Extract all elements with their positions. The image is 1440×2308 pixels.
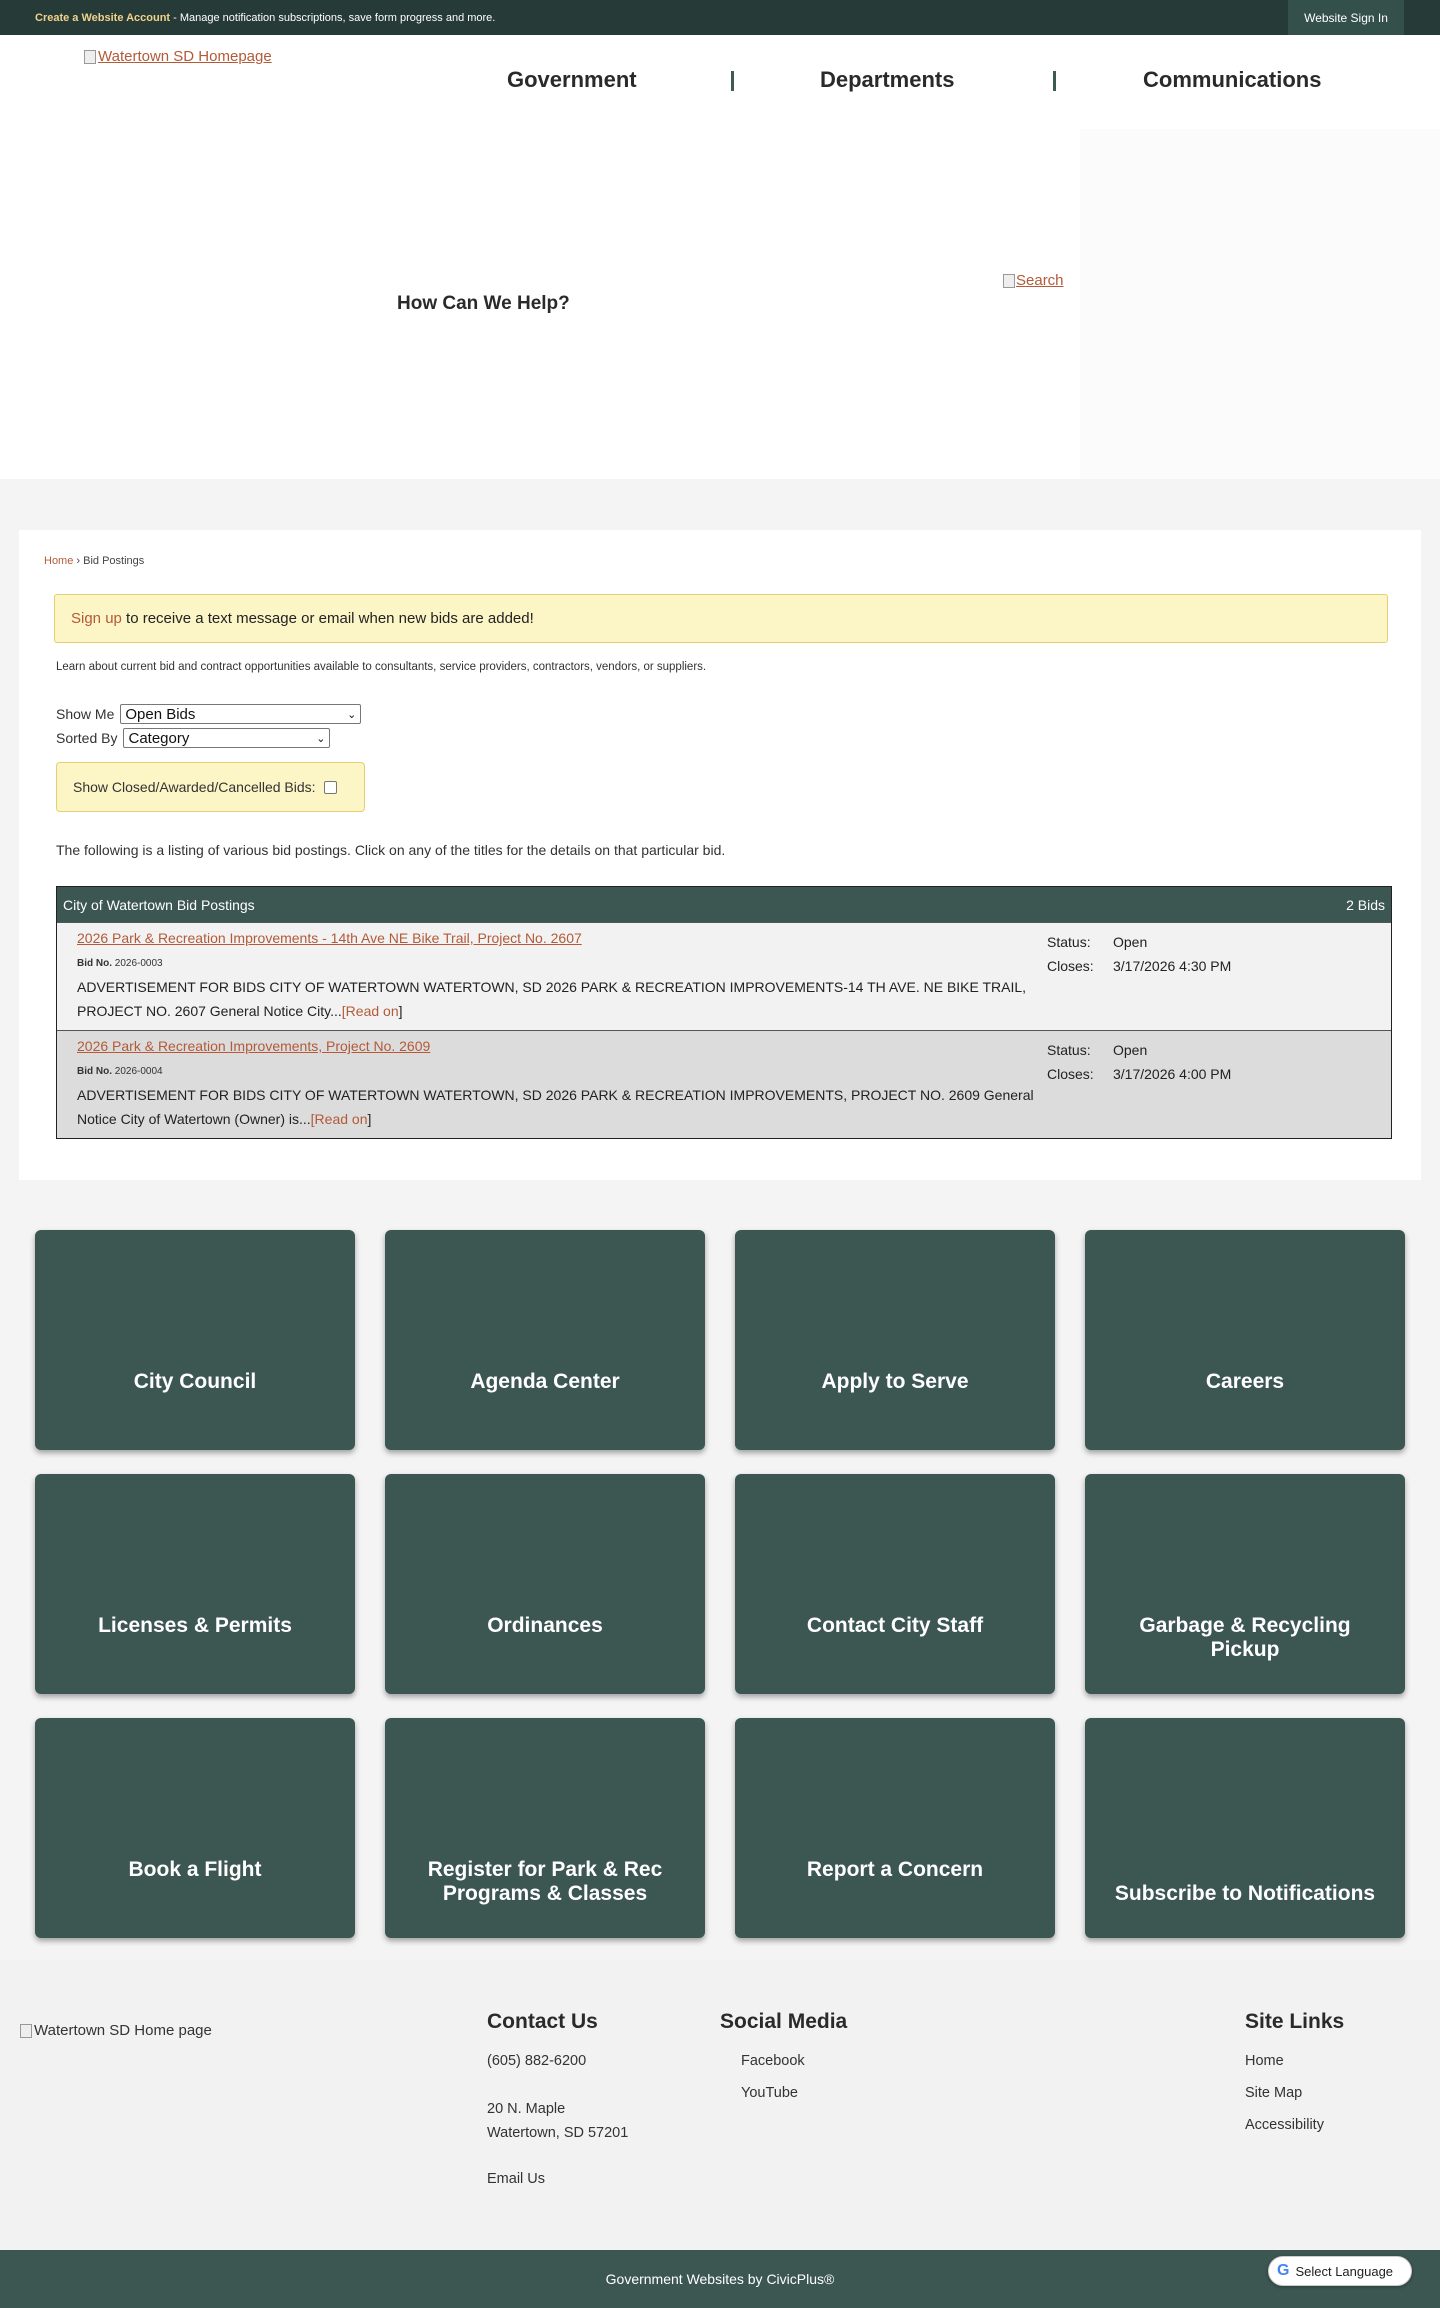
status-value: Open	[1113, 934, 1148, 950]
youtube-link[interactable]: YouTube	[741, 2085, 798, 2101]
breadcrumb-separator: ›	[73, 555, 84, 567]
site-links-heading: Site Links	[1245, 2010, 1345, 2033]
closes-value: 3/17/2026 4:00 PM	[1113, 1066, 1232, 1082]
quick-link-park-rec-programs[interactable]: Register for Park & Rec Programs & Classes	[385, 1718, 705, 1938]
sorted-by-row	[56, 728, 330, 748]
quick-link-agenda-center[interactable]: Agenda Center	[385, 1230, 705, 1450]
bid-status-block	[1047, 1038, 1231, 1086]
nav-government[interactable]: Government	[507, 67, 637, 92]
bid-table-title: City of Watertown Bid Postings	[63, 896, 255, 913]
contact-email-link[interactable]: Email Us	[487, 2171, 546, 2187]
top-bar	[0, 0, 1440, 35]
search-icon	[1003, 274, 1015, 288]
sorted-by-value: Category	[128, 729, 190, 747]
bid-number	[77, 1066, 163, 1077]
account-message	[35, 12, 495, 24]
create-account-link[interactable]: Create a Website Account	[35, 12, 171, 24]
show-closed-label: Show Closed/Awarded/Cancelled Bids:	[73, 779, 316, 795]
hero-section	[0, 129, 1440, 479]
show-closed-checkbox[interactable]	[324, 781, 337, 794]
main-content	[19, 530, 1421, 1180]
quick-link-ordinances[interactable]: Ordinances	[385, 1474, 705, 1694]
signup-link[interactable]: Sign up	[71, 610, 122, 627]
breadcrumb-current: Bid Postings	[83, 555, 145, 567]
hero-panel	[1080, 129, 1440, 479]
signup-alert-text: to receive a text message or email when new bids are added!	[121, 610, 534, 627]
sorted-by-select[interactable]	[123, 728, 330, 748]
nav-separator	[731, 71, 734, 91]
bid-description	[77, 975, 1037, 1023]
sign-in-button[interactable]: Website Sign In	[1288, 0, 1404, 35]
footer-logo-alt: Watertown SD Home page	[34, 2022, 212, 2039]
show-me-select[interactable]	[120, 704, 361, 724]
sorted-by-label: Sorted By	[56, 730, 118, 746]
contact-address-line2: Watertown, SD 57201	[487, 2125, 629, 2141]
logo-link[interactable]	[84, 48, 272, 65]
nav-communications[interactable]: Communications	[1143, 67, 1322, 92]
bid-count: 2 Bids	[1346, 896, 1385, 913]
quick-link-city-council[interactable]: City Council	[35, 1230, 355, 1450]
bid-description	[77, 1083, 1037, 1131]
help-heading: How Can We Help?	[397, 293, 570, 314]
site-links-column	[1245, 2010, 1344, 2137]
quick-link-book-a-flight[interactable]: Book a Flight	[35, 1718, 355, 1938]
bid-description-text: ADVERTISEMENT FOR BIDS CITY OF WATERTOWN WATERTOWN, SD 2026 PARK & RECREATION IMPROVEMENTS, PROJECT NO. 2609 General Notice City of Watertown (Owner) is...	[77, 1087, 1034, 1127]
footer-logo[interactable]	[20, 2022, 212, 2039]
show-me-row	[56, 704, 361, 724]
language-selector[interactable]	[1268, 2256, 1412, 2286]
quick-link-apply-to-serve[interactable]: Apply to Serve	[735, 1230, 1055, 1450]
contact-address-line1: 20 N. Maple	[487, 2101, 566, 2117]
bid-number	[77, 958, 163, 969]
quick-link-garbage-recycling[interactable]: Garbage & Recycling Pickup	[1085, 1474, 1405, 1694]
bid-status-block	[1047, 930, 1231, 978]
site-header	[0, 35, 1440, 129]
read-on-bracket: ]	[367, 1111, 372, 1127]
language-label: Select Language	[1295, 2263, 1394, 2279]
quick-link-careers[interactable]: Careers	[1085, 1230, 1405, 1450]
status-label: Status:	[1047, 1042, 1091, 1058]
show-closed-box	[56, 762, 365, 812]
broken-image-icon	[20, 2024, 32, 2038]
breadcrumb-home[interactable]: Home	[44, 555, 74, 567]
contact-phone[interactable]: (605) 882-6200	[487, 2053, 587, 2069]
closes-value: 3/17/2026 4:30 PM	[1113, 958, 1232, 974]
listing-note: The following is a listing of various bid postings. Click on any of the titles for the details on that particular bid.	[56, 842, 726, 858]
bid-number-label: Bid No.	[77, 1066, 112, 1077]
civicplus-credit[interactable]: Government Websites by CivicPlus®	[605, 2271, 835, 2287]
nav-separator	[1053, 71, 1056, 91]
bottom-bar	[0, 2250, 1440, 2308]
bid-number-value: 2026-0003	[114, 958, 163, 969]
account-message-text: - Manage notification subscriptions, save form progress and more.	[170, 12, 496, 24]
chevron-down-icon: ⌄	[316, 732, 326, 745]
quick-link-licenses-permits[interactable]: Licenses & Permits	[35, 1474, 355, 1694]
search-alt-text: Search	[1016, 272, 1064, 289]
status-label: Status:	[1047, 934, 1091, 950]
show-me-label: Show Me	[56, 706, 115, 722]
closes-label: Closes:	[1047, 958, 1094, 974]
intro-text: Learn about current bid and contract opportunities available to consultants, service providers, contractors, vendors, or suppliers.	[56, 661, 707, 673]
social-column	[720, 2010, 847, 2105]
site-link-site-map[interactable]: Site Map	[1245, 2085, 1303, 2101]
bid-title-link[interactable]: 2026 Park & Recreation Improvements, Project No. 2609	[77, 1038, 431, 1054]
broken-image-icon	[84, 50, 96, 64]
bid-row	[57, 922, 1391, 1030]
breadcrumb	[44, 555, 144, 567]
site-link-home[interactable]: Home	[1245, 2053, 1284, 2069]
signup-alert	[54, 594, 1388, 643]
read-on-bracket: ]	[398, 1003, 403, 1019]
quick-link-subscribe-notifications[interactable]: Subscribe to Notifications	[1085, 1718, 1405, 1938]
bid-table	[56, 886, 1392, 1139]
show-me-value: Open Bids	[125, 705, 196, 723]
social-heading: Social Media	[720, 2010, 848, 2033]
google-icon: G	[1277, 2262, 1290, 2279]
site-link-accessibility[interactable]: Accessibility	[1245, 2117, 1324, 2133]
facebook-link[interactable]: Facebook	[741, 2053, 805, 2069]
chevron-down-icon: ⌄	[347, 708, 357, 721]
bid-number-value: 2026-0004	[114, 1066, 163, 1077]
nav-departments[interactable]: Departments	[820, 67, 955, 92]
contact-column	[487, 2010, 628, 2191]
contact-heading: Contact Us	[487, 2010, 598, 2033]
closes-label: Closes:	[1047, 1066, 1094, 1082]
bid-table-header	[57, 887, 1391, 922]
read-on-link[interactable]: [Read on	[341, 1003, 399, 1019]
bid-description-text: ADVERTISEMENT FOR BIDS CITY OF WATERTOWN WATERTOWN, SD 2026 PARK & RECREATION IMPROVEMENTS-14 TH AVE. NE BIKE TRAIL, PROJECT NO. 2607 General Notice City...	[77, 979, 1027, 1019]
site-footer	[0, 1960, 1440, 2250]
read-on-link[interactable]: [Read on	[310, 1111, 368, 1127]
bid-title-link[interactable]: 2026 Park & Recreation Improvements - 14th Ave NE Bike Trail, Project No. 2607	[77, 930, 582, 946]
quick-link-contact-city-staff[interactable]: Contact City Staff	[735, 1474, 1055, 1694]
bid-number-label: Bid No.	[77, 958, 112, 969]
status-value: Open	[1113, 1042, 1148, 1058]
bid-row	[57, 1030, 1391, 1138]
logo-alt-text: Watertown SD Homepage	[98, 48, 272, 65]
quick-link-report-a-concern[interactable]: Report a Concern	[735, 1718, 1055, 1938]
search-button[interactable]	[1003, 272, 1064, 289]
